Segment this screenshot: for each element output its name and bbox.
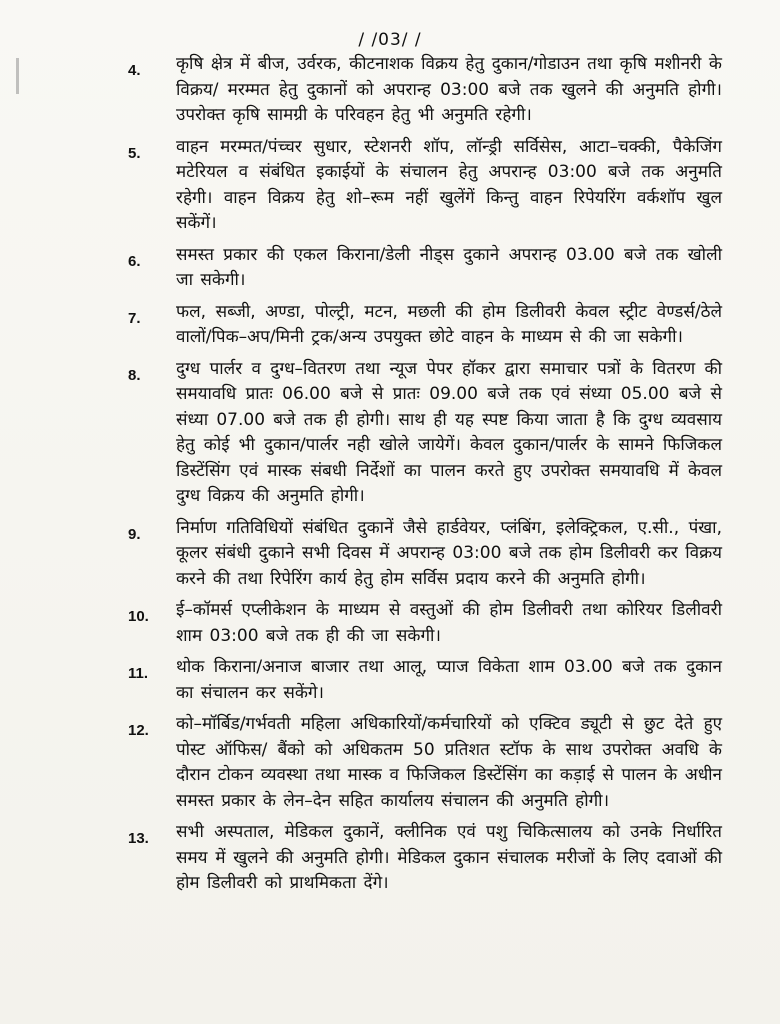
clause-text: वाहन मरम्मत/पंच्चर सुधार, स्टेशनरी शॉप, लॉन्ड्री सर्विसेस, आटा–चक्की, पैकेजिंग मटेरियल व संबंधित इकाईयों के संचालन हेतु अपरान्ह 03:00 बजे तक अनुमति रहेगी। वाहन विक्रय हेतु शो–रूम नहीं खुलेंगें किन्तु वाहन रिपेयरिंग वर्कशॉप खुल सकेंगें। bbox=[176, 136, 722, 233]
clause-number: 10. bbox=[128, 608, 149, 625]
clause-item-11 bbox=[0, 655, 780, 706]
page-number: / /03/ / bbox=[358, 30, 422, 50]
clause-number: 13. bbox=[128, 830, 149, 847]
clause-number: 4. bbox=[128, 62, 141, 79]
clause-number: 8. bbox=[128, 366, 141, 384]
clause-text: सभी अस्पताल, मेडिकल दुकानें, क्लीनिक एवं पशु चिकित्सालय को उनके निर्धारित समय में खुलने की अनुमति होगी। मेडिकल दुकान संचालक मरीजों के लिए दवाओं की होम डिलीवरी को प्राथमिकता देंगे। bbox=[176, 822, 722, 893]
clause-text: थोक किराना/अनाज बाजार तथा आलू, प्याज विकेता शाम 03.00 बजे तक दुकान का संचालन कर सकेंगे। bbox=[176, 657, 722, 703]
clause-text: कृषि क्षेत्र में बीज, उर्वरक, कीटनाशक विक्रय हेतु दुकान/गोडाउन तथा कृषि मशीनरी के विक्रय/ मरम्मत हेतु दुकानों को अपरान्ह 03:00 बजे तक खुलने की अनुमति होगी। उपरोक्त कृषि सामग्री के परिवहन हेतु भी अनुमति रहेगी। bbox=[176, 54, 722, 125]
clause-number: 7. bbox=[128, 309, 141, 327]
clause-item-10 bbox=[0, 598, 780, 649]
clause-item-13 bbox=[0, 820, 780, 897]
clause-item-4 bbox=[0, 52, 780, 129]
clause-text: समस्त प्रकार की एकल किराना/डेली नीड्स दुकाने अपरान्ह 03.00 बजे तक खोली जा सकेगी। bbox=[176, 244, 722, 290]
clause-number: 9. bbox=[128, 525, 141, 543]
clause-text: दुग्ध पार्लर व दुग्ध–वितरण तथा न्यूज पेपर हॉकर द्वारा समाचार पत्रों के वितरण की समयावधि प्रातः 06.00 बजे से प्रातः 09.00 बजे तक एवं संध्या 05.00 बजे से संध्या 07.00 बजे तक ही होगी। साथ ही यह स्पष्ट किया जाता है कि दुग्ध व्यवसाय हेतु कोई भी दुकान/पार्लर नही खोले जायेगें। केवल दुकान/पार्लर के सामने फिजिकल डिस्टेंसिंग एवं मास्क संबधी निर्देशों का पालन करते हुए उपरोक्त समयावधि में केवल दुग्ध विक्रय की अनुमति होगी। bbox=[176, 358, 722, 506]
clause-item-7 bbox=[0, 300, 780, 351]
clause-number: 6. bbox=[128, 252, 141, 270]
clause-item-12 bbox=[0, 712, 780, 814]
clause-number: 11. bbox=[128, 665, 149, 682]
clause-list bbox=[0, 52, 780, 903]
clause-item-5 bbox=[0, 135, 780, 237]
clause-text: ई–कॉमर्स एप्लीकेशन के माध्यम से वस्तुओं की होम डिलीवरी तथा कोरियर डिलीवरी शाम 03:00 बजे तक ही की जा सकेगी। bbox=[176, 600, 722, 646]
clause-text: फल, सब्जी, अण्डा, पोल्ट्री, मटन, मछली की होम डिलीवरी केवल स्ट्रीट वेण्डर्स/ठेले वालों/पिक–अप/मिनी ट्रक/अन्य उपयुक्त छोटे वाहन के माध्यम से की जा सकेगी। bbox=[176, 301, 722, 347]
clause-number: 12. bbox=[128, 722, 149, 739]
clause-item-8 bbox=[0, 357, 780, 510]
clause-item-9 bbox=[0, 516, 780, 593]
clause-text: निर्माण गतिविधियों संबंधित दुकानें जैसे हार्डवेयर, प्लंबिंग, इलेक्ट्रिकल, ए.सी., पंखा, कूलर संबंधी दुकाने सभी दिवस में अपरान्ह 03:00 बजे तक होम डिलीवरी कर विक्रय करने की तथा रिपेरिंग कार्य हेतु होम सर्विस प्रदाय करने की अनुमति होगी। bbox=[176, 517, 722, 589]
clause-number: 5. bbox=[128, 144, 141, 162]
clause-item-6 bbox=[0, 243, 780, 294]
clause-text: को–मॉर्बिड/गर्भवती महिला अधिकारियों/कर्मचारियों को एक्टिव ड्यूटी से छुट देते हुए पोस्ट ऑफिस/ बैंको को अधिकतम 50 प्रतिशत स्टॉफ के साथ उपरोक्त अवधि के दौरान टोकन व्यवस्था तथा मास्क व फिजिकल डिस्टेंसिंग का कड़ाई से पालन के अधीन समस्त प्रकार के लेन–देन सहित कार्यालय संचालन की अनुमति होगी। bbox=[176, 714, 722, 811]
